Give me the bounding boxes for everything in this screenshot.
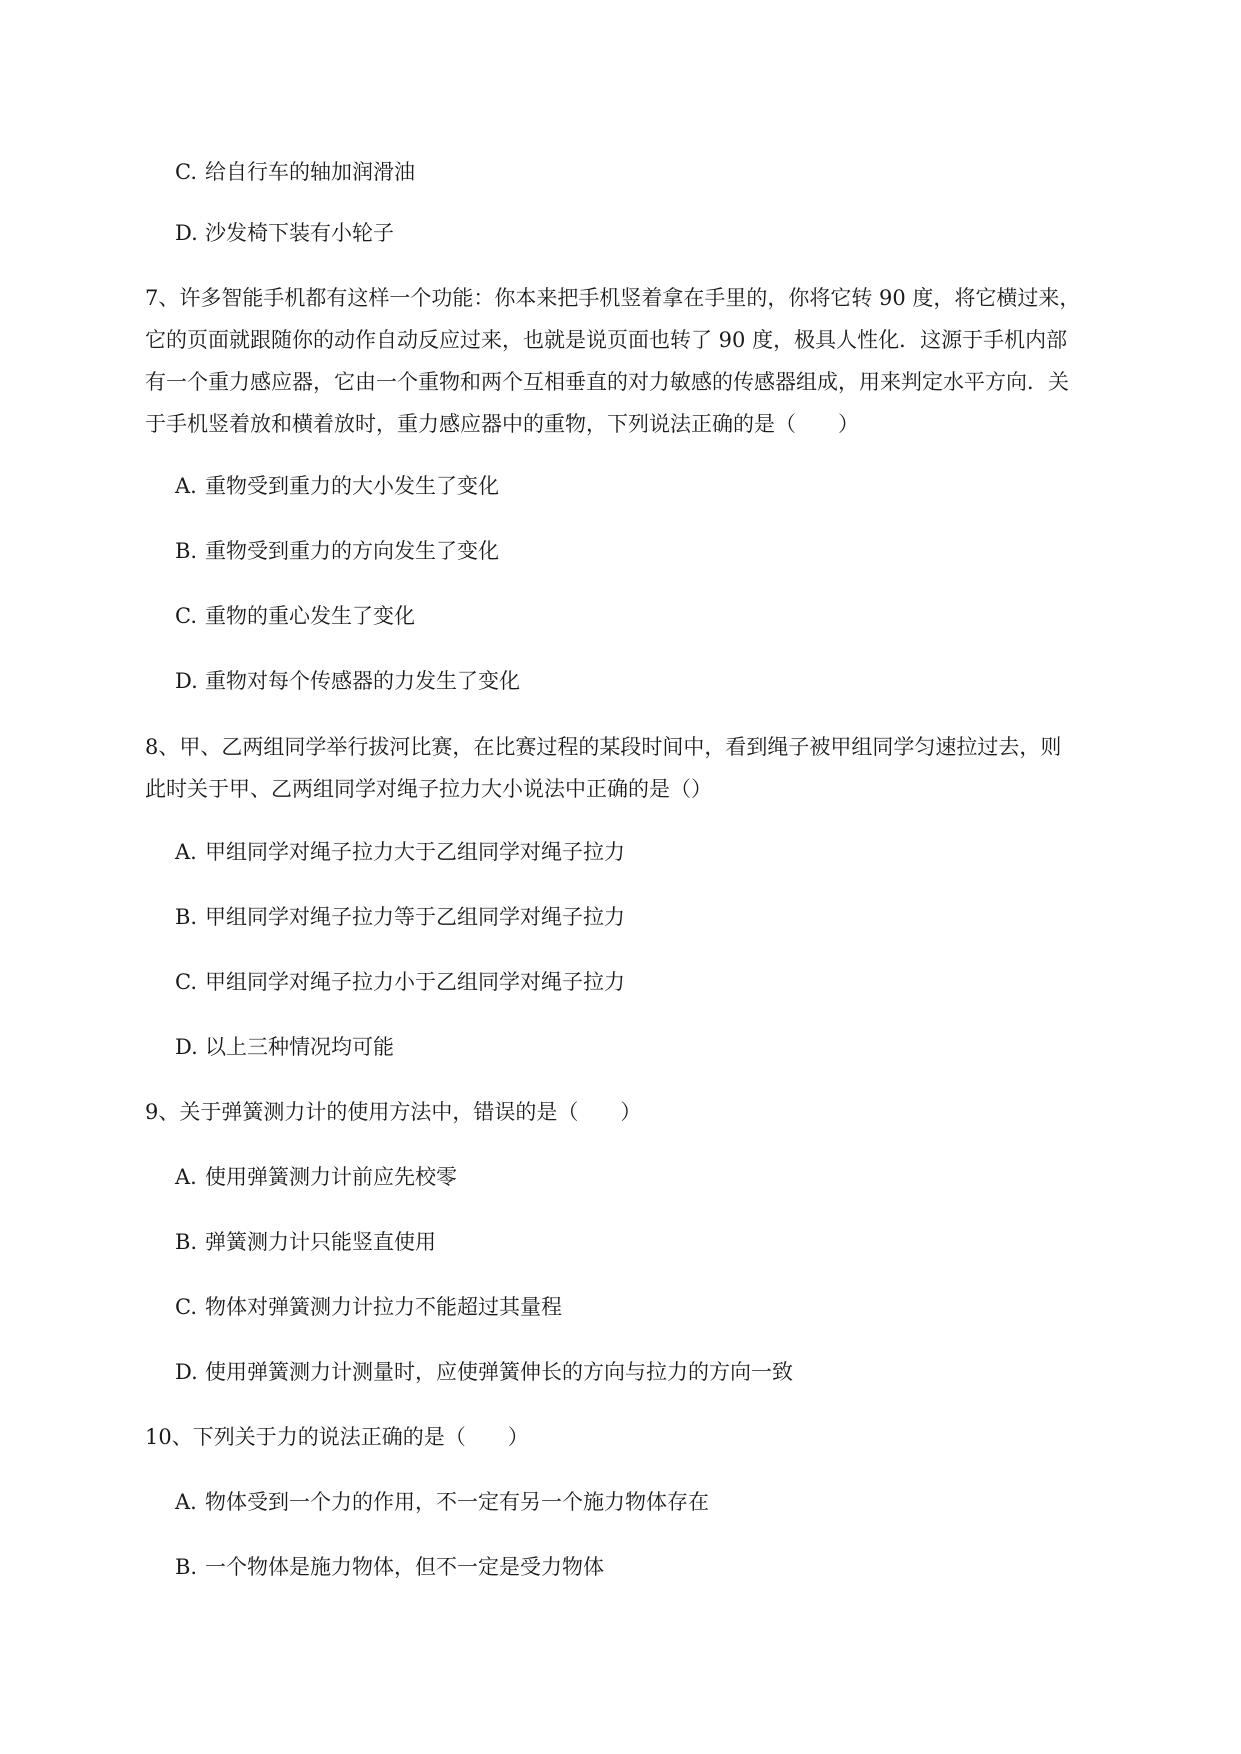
q9-stem-line-1: 9、关于弹簧测力计的使用方法中，错误的是（ ） <box>145 1100 642 1124</box>
option-label: D. <box>175 221 198 245</box>
option-label: B. <box>175 905 198 929</box>
option-text: 甲组同学对绳子拉力大于乙组同学对绳子拉力 <box>205 840 625 864</box>
q10-option-b <box>175 1553 604 1581</box>
option-text: 重物的重心发生了变化 <box>205 604 415 628</box>
option-label: D. <box>175 669 198 693</box>
option-text: 给自行车的轴加润滑油 <box>205 160 415 184</box>
option-label: C. <box>175 160 197 184</box>
option-text: 弹簧测力计只能竖直使用 <box>205 1230 436 1254</box>
q8-stem-line-2: 此时关于甲、乙两组同学对绳子拉力大小说法中正确的是（） <box>145 777 712 801</box>
option-text: 重物受到重力的方向发生了变化 <box>205 539 499 563</box>
q6-option-d <box>175 219 394 247</box>
option-label: C. <box>175 970 197 994</box>
option-label: A. <box>175 1490 197 1514</box>
option-text: 重物对每个传感器的力发生了变化 <box>205 669 520 693</box>
q8-option-a <box>175 838 625 866</box>
q9-option-d <box>175 1358 793 1386</box>
q7-option-b <box>175 537 499 565</box>
option-label: B. <box>175 539 198 563</box>
option-label: C. <box>175 604 197 628</box>
q6-option-c <box>175 158 415 186</box>
option-text: 使用弹簧测力计测量时，应使弹簧伸长的方向与拉力的方向一致 <box>205 1360 793 1384</box>
option-text: 重物受到重力的大小发生了变化 <box>205 474 499 498</box>
option-text: 沙发椅下装有小轮子 <box>205 221 394 245</box>
option-label: B. <box>175 1230 198 1254</box>
q9-option-b <box>175 1228 436 1256</box>
q9-option-c <box>175 1293 562 1321</box>
q7-option-d <box>175 667 520 695</box>
option-text: 使用弹簧测力计前应先校零 <box>205 1165 457 1189</box>
q7-option-c <box>175 602 415 630</box>
q10-stem-line-1: 10、下列关于力的说法正确的是（ ） <box>145 1425 529 1449</box>
q7-stem-line-4: 于手机竖着放和横着放时，重力感应器中的重物，下列说法正确的是（ ） <box>145 412 859 436</box>
option-text: 甲组同学对绳子拉力等于乙组同学对绳子拉力 <box>205 905 625 929</box>
q8-option-d <box>175 1033 394 1061</box>
option-label: A. <box>175 840 197 864</box>
q7-stem-line-1: 7、许多智能手机都有这样一个功能：你本来把手机竖着拿在手里的，你将它转 90 度，将它横过来， <box>145 286 1081 310</box>
option-text: 物体对弹簧测力计拉力不能超过其量程 <box>205 1295 562 1319</box>
q7-option-a <box>175 472 499 500</box>
q8-option-c <box>175 968 625 996</box>
q8-stem-line-1: 8、甲、乙两组同学举行拔河比赛，在比赛过程的某段时间中，看到绳子被甲组同学匀速拉过去，则 <box>145 735 1062 759</box>
option-text: 一个物体是施力物体，但不一定是受力物体 <box>205 1555 604 1579</box>
option-text: 甲组同学对绳子拉力小于乙组同学对绳子拉力 <box>205 970 625 994</box>
option-label: D. <box>175 1360 198 1384</box>
option-text: 以上三种情况均可能 <box>205 1035 394 1059</box>
option-label: D. <box>175 1035 198 1059</box>
q8-option-b <box>175 903 625 931</box>
option-text: 物体受到一个力的作用，不一定有另一个施力物体存在 <box>205 1490 709 1514</box>
q9-option-a <box>175 1163 457 1191</box>
q7-stem-line-2: 它的页面就跟随你的动作自动反应过来，也就是说页面也转了 90 度，极具人性化．这源于手机内部 <box>145 328 1068 352</box>
option-label: A. <box>175 474 197 498</box>
option-label: A. <box>175 1165 197 1189</box>
q7-stem-line-3: 有一个重力感应器，它由一个重物和两个互相垂直的对力敏感的传感器组成，用来判定水平方向．关 <box>145 370 1069 394</box>
option-label: C. <box>175 1295 197 1319</box>
q10-option-a <box>175 1488 709 1516</box>
option-label: B. <box>175 1555 198 1579</box>
